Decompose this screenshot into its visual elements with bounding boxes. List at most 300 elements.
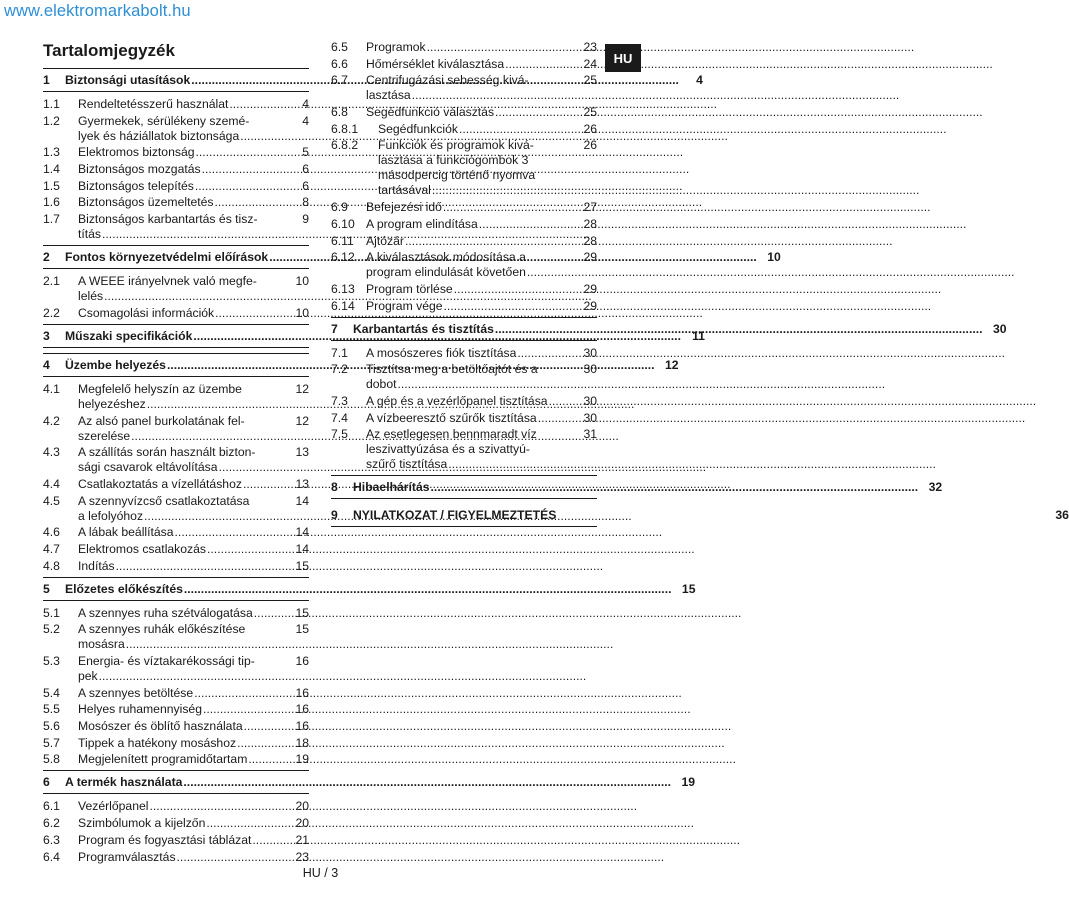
entry-title-line: A vízbeeresztő szűrők tisztítása xyxy=(366,410,537,425)
entry-title-line: A szennyes ruhák előkészítése xyxy=(78,622,246,637)
entry-title-wrap xyxy=(366,105,575,120)
entry-number: 5.3 xyxy=(43,654,60,668)
entry-title-wrap xyxy=(78,833,287,848)
entry-number: 7.5 xyxy=(331,427,348,442)
entry-page-number: 29 xyxy=(583,298,597,313)
toc-entry[interactable] xyxy=(43,195,309,210)
dot-leader xyxy=(454,282,942,297)
entry-title-last-line xyxy=(78,162,287,177)
entry-title-last-line xyxy=(78,606,287,621)
entry-title-last-line xyxy=(78,669,287,684)
entry-title-line: A program elindítása xyxy=(366,216,478,231)
toc-entry[interactable] xyxy=(43,736,309,751)
toc-entry[interactable] xyxy=(43,719,309,734)
dot-leader xyxy=(459,122,947,137)
entry-number: 6.9 xyxy=(331,200,348,215)
entry-page-number: 18 xyxy=(295,735,309,750)
entry-page-number: 14 xyxy=(295,541,309,556)
entry-title-wrap xyxy=(78,114,287,144)
toc-entry[interactable] xyxy=(331,200,597,215)
toc-entry[interactable] xyxy=(43,752,309,767)
dot-leader xyxy=(432,183,920,198)
toc-entry[interactable] xyxy=(331,138,597,198)
entry-title-line: Program törlése xyxy=(366,281,453,296)
entry-number: 6.2 xyxy=(43,816,60,831)
section-title: Hibaelhárítás xyxy=(353,480,430,495)
entry-title-wrap xyxy=(78,179,287,194)
entry-title-last-line xyxy=(378,122,575,137)
toc-entry[interactable] xyxy=(331,217,597,232)
entry-title-line: A szállítás során használt bizton- xyxy=(78,445,256,460)
section-page-number: 11 xyxy=(692,328,705,343)
entry-number: 7.1 xyxy=(331,345,348,360)
entry-page-number: 30 xyxy=(583,345,597,360)
section-title-wrap xyxy=(353,508,1047,523)
entry-title-wrap xyxy=(78,850,287,865)
entry-page-number: 12 xyxy=(295,381,309,396)
entry-number: 1.3 xyxy=(43,145,60,160)
entry-title-last-line xyxy=(78,477,287,492)
entry-title-wrap xyxy=(378,122,575,137)
entry-page-number: 5 xyxy=(302,145,309,160)
section-title-wrap xyxy=(353,322,985,337)
entry-title-line: lasztása xyxy=(366,88,411,103)
entry-title-line: Elektromos csatlakozás xyxy=(78,541,207,556)
page-title: Tartalomjegyzék xyxy=(43,41,175,60)
entry-title-line: helyezéshez xyxy=(78,396,146,411)
dot-leader xyxy=(405,234,893,249)
entry-title-wrap xyxy=(78,145,287,160)
entry-title-line: Ajtózár xyxy=(366,233,404,248)
toc-entry[interactable] xyxy=(331,411,597,426)
toc-entry[interactable] xyxy=(43,606,309,621)
entry-title-wrap xyxy=(78,686,287,701)
section-page-number: 12 xyxy=(664,357,679,372)
section-page-number: 36 xyxy=(1055,508,1069,523)
entry-number: 5.1 xyxy=(43,605,60,620)
entry-page-number: 25 xyxy=(583,105,597,120)
entry-title-last-line xyxy=(366,57,575,72)
toc-entry[interactable] xyxy=(43,816,309,831)
entry-title-wrap xyxy=(78,97,287,112)
entry-title-line: Hőmérséklet kiválasztása xyxy=(366,56,505,71)
entry-page-number: 16 xyxy=(295,685,309,700)
entry-title-line: Rendeltetésszerű használat xyxy=(78,97,229,111)
entry-title-wrap xyxy=(378,138,575,198)
toc-entry[interactable] xyxy=(43,702,309,717)
entry-number: 2.1 xyxy=(43,274,60,289)
section-title: Előzetes előkészítés xyxy=(65,581,183,596)
entry-title-wrap xyxy=(366,200,575,215)
section-number: 8 xyxy=(331,480,338,495)
entry-number: 6.3 xyxy=(43,832,60,847)
entry-title-line: Vezérlőpanel xyxy=(78,799,149,814)
toc-section-heading[interactable] xyxy=(43,577,696,601)
entry-page-number: 15 xyxy=(295,605,309,620)
dot-leader xyxy=(206,816,694,831)
entry-page-number: 10 xyxy=(295,274,309,289)
entry-number: 1.7 xyxy=(43,212,60,227)
entry-page-number: 15 xyxy=(295,622,309,637)
entry-title-last-line xyxy=(78,397,287,412)
entry-title-last-line xyxy=(78,289,287,304)
toc-entry[interactable] xyxy=(43,145,309,160)
section-number: 7 xyxy=(331,321,338,336)
entry-title-line: program elindulását követően xyxy=(366,265,526,280)
entry-page-number: 9 xyxy=(302,212,309,227)
dot-leader xyxy=(254,606,742,621)
toc-entry[interactable] xyxy=(43,654,309,684)
entry-title-last-line xyxy=(366,457,575,472)
entry-number: 1.1 xyxy=(43,97,60,111)
toc-entry[interactable] xyxy=(43,445,309,475)
toc-entry[interactable] xyxy=(331,394,597,409)
dot-leader xyxy=(431,480,919,495)
entry-title-wrap xyxy=(78,719,287,734)
toc-entry[interactable] xyxy=(43,212,309,242)
entry-title-wrap xyxy=(366,57,575,72)
toc-entry[interactable] xyxy=(331,427,597,472)
toc-entry[interactable] xyxy=(43,799,309,814)
entry-title-wrap xyxy=(366,362,575,392)
entry-page-number: 13 xyxy=(295,476,309,491)
entry-page-number: 20 xyxy=(295,799,309,814)
toc-entry[interactable] xyxy=(43,382,309,412)
entry-number: 4.1 xyxy=(43,381,60,396)
entry-number: 4.5 xyxy=(43,493,60,508)
entry-title-line: Mosószer és öblítő használata xyxy=(78,719,243,734)
toc-section-heading[interactable] xyxy=(331,504,1069,527)
entry-title-line: A mosószeres fiók tisztítása xyxy=(366,345,517,360)
entry-title-wrap xyxy=(78,606,287,621)
toc-entry[interactable] xyxy=(331,362,597,392)
entry-title-line: szűrő tisztítása xyxy=(366,457,448,472)
entry-number: 4.2 xyxy=(43,413,60,428)
section-number: 3 xyxy=(43,328,50,343)
entry-title-last-line xyxy=(78,129,287,144)
toc-entry[interactable] xyxy=(43,622,309,652)
entry-title-wrap xyxy=(366,250,575,280)
section-title-wrap xyxy=(65,775,673,790)
entry-title-line: Megjelenített programidőtartam xyxy=(78,752,248,767)
dot-leader xyxy=(149,799,637,814)
entry-page-number: 28 xyxy=(583,233,597,248)
entry-title-last-line xyxy=(78,816,287,831)
entry-title-last-line xyxy=(78,736,287,751)
entry-page-number: 30 xyxy=(583,362,597,377)
entry-page-number: 15 xyxy=(295,558,309,573)
entry-page-number: 26 xyxy=(583,121,597,136)
entry-number: 7.2 xyxy=(331,362,348,377)
entry-title-line: A lábak beállítása xyxy=(78,525,174,540)
entry-page-number: 25 xyxy=(583,73,597,88)
toc-entry[interactable] xyxy=(43,162,309,177)
section-number: 4 xyxy=(43,357,50,372)
entry-page-number: 29 xyxy=(583,281,597,296)
toc-entry[interactable] xyxy=(331,57,597,72)
entry-title-last-line xyxy=(78,719,287,734)
entry-title-last-line xyxy=(78,833,287,848)
entry-title-line: Gyermekek, sérülékeny szemé- xyxy=(78,113,250,128)
toc-entry[interactable] xyxy=(43,686,309,701)
section-title-wrap xyxy=(353,480,920,495)
toc-entry[interactable] xyxy=(43,179,309,194)
entry-page-number: 16 xyxy=(295,719,309,734)
section-number: 1 xyxy=(43,73,50,87)
entry-page-number: 8 xyxy=(302,195,309,210)
entry-title-last-line xyxy=(366,411,575,426)
entry-number: 6.11 xyxy=(331,233,354,248)
entry-page-number: 16 xyxy=(295,654,309,668)
entry-number: 5.7 xyxy=(43,735,60,750)
toc-entry[interactable] xyxy=(43,559,309,574)
dot-leader xyxy=(479,217,967,232)
section-page-number: 15 xyxy=(681,581,696,596)
entry-title-last-line xyxy=(366,105,575,120)
entry-title-line: Biztonságos üzemeltetés xyxy=(78,195,214,210)
entry-number: 6.4 xyxy=(43,849,60,864)
entry-title-wrap xyxy=(78,799,287,814)
toc-entry[interactable] xyxy=(43,494,309,524)
dot-leader xyxy=(444,299,932,314)
entry-number: 6.8 xyxy=(331,105,348,120)
entry-page-number: 16 xyxy=(295,702,309,717)
entry-title-last-line xyxy=(78,509,287,524)
entry-title-line: tartásával xyxy=(378,183,431,198)
page-number-footer: HU / 3 xyxy=(302,866,339,880)
entry-page-number: 6 xyxy=(302,178,309,193)
entry-title-line: títás xyxy=(78,227,102,242)
entry-title-last-line xyxy=(78,850,287,865)
entry-number: 6.7 xyxy=(331,73,348,88)
entry-page-number: 4 xyxy=(302,97,309,111)
entry-title-line: másodpercig történő nyomva xyxy=(378,168,536,183)
entry-title-line: Csatlakoztatás a vízellátáshoz xyxy=(78,476,242,491)
toc-entry[interactable] xyxy=(43,850,309,865)
website-watermark: www.elektromarkabolt.hu xyxy=(4,2,191,20)
dot-leader xyxy=(177,850,665,865)
section-title: Üzembe helyezés xyxy=(65,357,166,372)
entry-title-wrap xyxy=(78,274,287,304)
toc-entry[interactable] xyxy=(43,542,309,557)
section-page-number: 10 xyxy=(767,250,781,265)
toc-entry[interactable] xyxy=(43,97,309,112)
entry-title-last-line xyxy=(366,299,575,314)
dot-leader xyxy=(116,559,604,574)
section-number: 2 xyxy=(43,250,50,265)
entry-title-wrap xyxy=(366,411,575,426)
entry-title-line: lyek és háziállatok biztonsága xyxy=(78,128,240,143)
dot-leader xyxy=(538,411,1026,426)
entry-title-line: Biztonságos telepítés xyxy=(78,178,194,193)
dot-leader xyxy=(527,265,1015,280)
entry-title-wrap xyxy=(78,195,287,210)
entry-title-wrap xyxy=(78,736,287,751)
entry-page-number: 12 xyxy=(295,413,309,428)
entry-title-wrap xyxy=(366,299,575,314)
entry-page-number: 27 xyxy=(583,200,597,215)
entry-title-line: Program vége xyxy=(366,298,443,313)
entry-title-line: pek xyxy=(78,669,98,683)
toc-entry[interactable] xyxy=(331,282,597,297)
entry-title-line: A WEEE irányelvnek való megfe- xyxy=(78,274,257,289)
entry-title-last-line xyxy=(366,88,575,103)
entry-number: 6.13 xyxy=(331,281,355,296)
entry-number: 1.2 xyxy=(43,113,60,128)
entry-title-line: lelés xyxy=(78,289,104,304)
dot-leader xyxy=(398,377,886,392)
entry-title-line: A szennyes betöltése xyxy=(78,685,194,700)
dot-leader xyxy=(427,40,915,55)
dot-leader xyxy=(203,702,691,717)
entry-title-wrap xyxy=(78,212,287,242)
section-page-number: 19 xyxy=(681,775,696,790)
entry-number: 5.8 xyxy=(43,752,60,767)
dot-leader xyxy=(495,105,983,120)
entry-number: 4.8 xyxy=(43,558,60,573)
entry-number: 7.3 xyxy=(331,393,348,408)
entry-title-line: Csomagolási információk xyxy=(78,305,215,320)
entry-title-line: Megfelelő helyszín az üzembe xyxy=(78,381,242,396)
entry-number: 4.6 xyxy=(43,525,60,540)
entry-title-last-line xyxy=(366,377,575,392)
entry-title-line: Segédfunkciók xyxy=(378,121,458,136)
entry-title-line: Biztonságos karbantartás és tisz- xyxy=(78,212,258,227)
entry-title-wrap xyxy=(78,414,287,444)
entry-title-wrap xyxy=(78,654,287,684)
entry-title-wrap xyxy=(78,816,287,831)
toc-entry[interactable] xyxy=(43,306,309,321)
entry-title-last-line xyxy=(78,525,287,540)
entry-number: 6.1 xyxy=(43,799,60,814)
entry-title-line: Szimbólumok a kijelzőn xyxy=(78,816,206,831)
toc-section-heading[interactable] xyxy=(331,475,943,499)
entry-page-number: 30 xyxy=(583,393,597,408)
entry-title-wrap xyxy=(366,217,575,232)
toc-entry[interactable] xyxy=(43,477,309,492)
section-page-number: 30 xyxy=(992,321,1007,336)
entry-number: 5.5 xyxy=(43,702,60,717)
entry-number: 1.4 xyxy=(43,162,60,177)
entry-title-wrap xyxy=(366,394,575,409)
toc-section-heading[interactable] xyxy=(43,770,696,794)
section-page-number: 4 xyxy=(696,73,703,87)
language-tab: HU xyxy=(605,44,641,72)
dot-leader xyxy=(194,686,682,701)
toc-entry[interactable] xyxy=(43,114,309,144)
entry-title-wrap xyxy=(78,445,287,475)
entry-page-number: 13 xyxy=(295,445,309,460)
toc-entry[interactable] xyxy=(331,122,597,137)
entry-title-last-line xyxy=(78,799,287,814)
entry-title-last-line xyxy=(78,752,287,767)
entry-title-last-line xyxy=(366,265,575,280)
entry-title-wrap xyxy=(366,346,575,361)
entry-title-last-line xyxy=(78,179,287,194)
entry-title-last-line xyxy=(366,346,575,361)
entry-page-number: 29 xyxy=(583,250,597,265)
entry-title-wrap xyxy=(366,73,575,103)
entry-title-last-line xyxy=(78,686,287,701)
toc-entry[interactable] xyxy=(331,234,597,249)
entry-title-last-line xyxy=(366,282,575,297)
entry-number: 1.6 xyxy=(43,195,60,210)
entry-title-line: Centrifugázási sebesség kivá- xyxy=(366,73,529,88)
entry-number: 6.10 xyxy=(331,216,355,231)
entry-title-wrap xyxy=(366,40,575,55)
entry-title-line: dobot xyxy=(366,377,397,392)
toc-entry[interactable] xyxy=(331,40,597,55)
entry-page-number: 24 xyxy=(583,56,597,71)
entry-title-wrap xyxy=(78,542,287,557)
entry-number: 6.12 xyxy=(331,250,355,265)
entry-title-last-line xyxy=(78,542,287,557)
entry-title-last-line xyxy=(78,702,287,717)
toc-entry[interactable] xyxy=(43,525,309,540)
toc-entry[interactable] xyxy=(43,274,309,304)
dot-leader xyxy=(252,833,740,848)
toc-entry[interactable] xyxy=(331,299,597,314)
toc-entry[interactable] xyxy=(43,833,309,848)
entry-title-wrap xyxy=(366,282,575,297)
dot-leader xyxy=(183,775,671,790)
entry-title-line: Tippek a hatékony mosáshoz xyxy=(78,735,237,750)
entry-title-line: Az esetlegesen bennmaradt víz xyxy=(366,427,537,442)
entry-page-number: 28 xyxy=(583,216,597,231)
entry-title-last-line xyxy=(366,200,575,215)
entry-title-line: Indítás xyxy=(78,558,115,573)
toc-entry[interactable] xyxy=(43,414,309,444)
entry-title-wrap xyxy=(78,622,287,652)
entry-title-wrap xyxy=(78,559,287,574)
section-number: 6 xyxy=(43,775,50,790)
entry-title-line: sági csavarok eltávolítása xyxy=(78,460,218,475)
entry-number: 6.5 xyxy=(331,40,348,54)
entry-title-last-line xyxy=(366,234,575,249)
entry-page-number: 4 xyxy=(302,113,309,128)
entry-title-wrap xyxy=(78,477,287,492)
entry-title-wrap xyxy=(78,382,287,412)
toc-entry[interactable] xyxy=(331,73,597,103)
section-title: A termék használata xyxy=(65,775,183,790)
entry-page-number: 31 xyxy=(583,427,597,442)
dot-leader xyxy=(443,200,931,215)
entry-title-line: Segédfunkció választás xyxy=(366,105,495,120)
toc-entry[interactable] xyxy=(331,250,597,280)
entry-title-line: Program és fogyasztási táblázat xyxy=(78,832,252,847)
entry-title-line: lasztása a funkciógombok 3 xyxy=(378,153,529,168)
toc-entry[interactable] xyxy=(331,105,597,120)
entry-number: 4.7 xyxy=(43,541,60,556)
entry-title-wrap xyxy=(78,702,287,717)
toc-entry[interactable] xyxy=(331,346,597,361)
dot-leader xyxy=(207,542,695,557)
entry-title-last-line xyxy=(366,394,575,409)
entry-title-wrap xyxy=(78,525,287,540)
entry-page-number: 23 xyxy=(295,849,309,864)
dot-leader xyxy=(495,322,983,337)
entry-number: 6.8.1 xyxy=(331,121,359,136)
entry-title-last-line xyxy=(78,195,287,210)
entry-title-line: Befejezési idő xyxy=(366,200,442,215)
dot-leader xyxy=(244,719,732,734)
entry-title-last-line xyxy=(366,40,575,55)
dot-leader xyxy=(184,582,672,597)
entry-title-last-line xyxy=(366,217,575,232)
entry-page-number: 6 xyxy=(302,162,309,177)
entry-title-wrap xyxy=(78,306,287,321)
entry-number: 6.8.2 xyxy=(331,138,359,153)
